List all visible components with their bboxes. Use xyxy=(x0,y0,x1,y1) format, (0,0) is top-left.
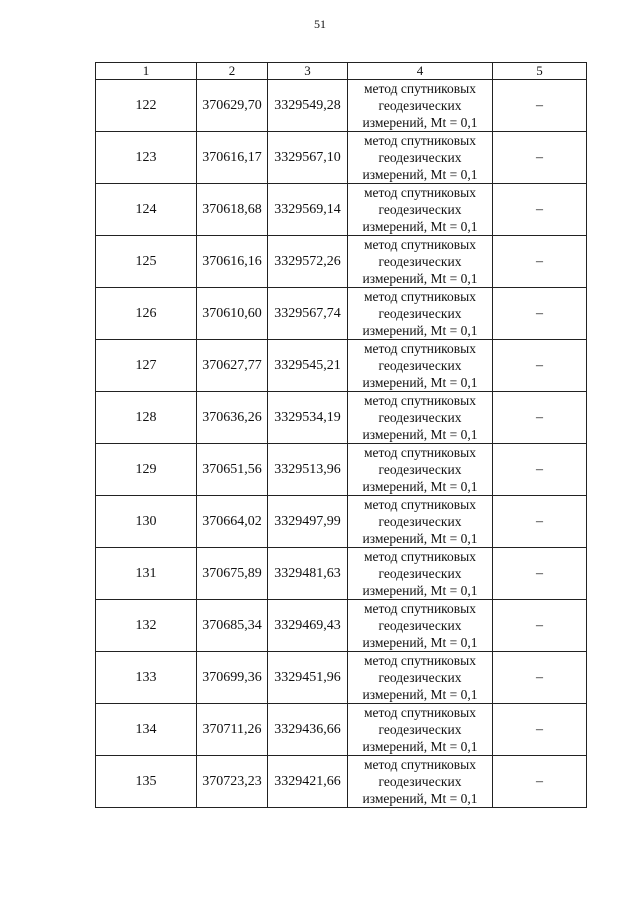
method-line: геодезических xyxy=(378,202,462,217)
method-line: измерений, Mt = 0,1 xyxy=(362,115,478,130)
method-line: метод спутниковых xyxy=(364,341,476,356)
method-line: геодезических xyxy=(378,358,462,373)
column-header-3: 3 xyxy=(268,63,348,80)
y-coordinate-cell: 3329451,96 xyxy=(268,652,348,704)
point-number-cell: 129 xyxy=(96,444,197,496)
method-line: геодезических xyxy=(378,722,462,737)
y-coordinate-cell: 3329481,63 xyxy=(268,548,348,600)
point-number-cell: 124 xyxy=(96,184,197,236)
note-cell: – xyxy=(493,496,587,548)
point-number-cell: 125 xyxy=(96,236,197,288)
method-cell xyxy=(348,236,493,288)
table-body xyxy=(96,80,587,808)
method-line: измерений, Mt = 0,1 xyxy=(362,635,478,650)
table-row xyxy=(96,704,587,756)
method-line: измерений, Mt = 0,1 xyxy=(362,219,478,234)
x-coordinate-cell: 370636,26 xyxy=(197,392,268,444)
method-line: геодезических xyxy=(378,670,462,685)
method-line: метод спутниковых xyxy=(364,497,476,512)
table-row xyxy=(96,600,587,652)
method-line: геодезических xyxy=(378,514,462,529)
method-line: геодезических xyxy=(378,306,462,321)
y-coordinate-cell: 3329567,74 xyxy=(268,288,348,340)
point-number-cell: 128 xyxy=(96,392,197,444)
point-number-cell: 132 xyxy=(96,600,197,652)
note-cell: – xyxy=(493,548,587,600)
column-header-5: 5 xyxy=(493,63,587,80)
method-line: измерений, Mt = 0,1 xyxy=(362,375,478,390)
method-line: геодезических xyxy=(378,566,462,581)
method-line: геодезических xyxy=(378,410,462,425)
method-cell xyxy=(348,756,493,808)
x-coordinate-cell: 370618,68 xyxy=(197,184,268,236)
method-line: измерений, Mt = 0,1 xyxy=(362,531,478,546)
column-header-2: 2 xyxy=(197,63,268,80)
method-line: геодезических xyxy=(378,150,462,165)
y-coordinate-cell: 3329436,66 xyxy=(268,704,348,756)
method-cell xyxy=(348,704,493,756)
y-coordinate-cell: 3329569,14 xyxy=(268,184,348,236)
point-number-cell: 130 xyxy=(96,496,197,548)
point-number-cell: 133 xyxy=(96,652,197,704)
y-coordinate-cell: 3329545,21 xyxy=(268,340,348,392)
method-line: геодезических xyxy=(378,98,462,113)
x-coordinate-cell: 370711,26 xyxy=(197,704,268,756)
method-line: измерений, Mt = 0,1 xyxy=(362,739,478,754)
table-row xyxy=(96,132,587,184)
method-line: метод спутниковых xyxy=(364,549,476,564)
method-cell xyxy=(348,600,493,652)
method-line: метод спутниковых xyxy=(364,757,476,772)
method-line: метод спутниковых xyxy=(364,393,476,408)
method-line: метод спутниковых xyxy=(364,81,476,96)
table-row xyxy=(96,548,587,600)
method-line: метод спутниковых xyxy=(364,237,476,252)
note-cell: – xyxy=(493,704,587,756)
method-line: метод спутниковых xyxy=(364,653,476,668)
y-coordinate-cell: 3329572,26 xyxy=(268,236,348,288)
x-coordinate-cell: 370629,70 xyxy=(197,80,268,132)
y-coordinate-cell: 3329549,28 xyxy=(268,80,348,132)
x-coordinate-cell: 370610,60 xyxy=(197,288,268,340)
method-line: метод спутниковых xyxy=(364,601,476,616)
point-number-cell: 131 xyxy=(96,548,197,600)
column-header-1: 1 xyxy=(96,63,197,80)
method-line: измерений, Mt = 0,1 xyxy=(362,271,478,286)
method-cell xyxy=(348,80,493,132)
table-row xyxy=(96,80,587,132)
method-line: измерений, Mt = 0,1 xyxy=(362,583,478,598)
point-number-cell: 126 xyxy=(96,288,197,340)
method-cell xyxy=(348,392,493,444)
x-coordinate-cell: 370723,23 xyxy=(197,756,268,808)
y-coordinate-cell: 3329421,66 xyxy=(268,756,348,808)
note-cell: – xyxy=(493,184,587,236)
point-number-cell: 123 xyxy=(96,132,197,184)
x-coordinate-cell: 370651,56 xyxy=(197,444,268,496)
y-coordinate-cell: 3329513,96 xyxy=(268,444,348,496)
method-cell xyxy=(348,288,493,340)
method-line: измерений, Mt = 0,1 xyxy=(362,791,478,806)
table-row xyxy=(96,340,587,392)
method-line: метод спутниковых xyxy=(364,445,476,460)
column-header-4: 4 xyxy=(348,63,493,80)
method-cell xyxy=(348,184,493,236)
table-row xyxy=(96,288,587,340)
note-cell: – xyxy=(493,288,587,340)
note-cell: – xyxy=(493,756,587,808)
method-cell xyxy=(348,444,493,496)
method-line: геодезических xyxy=(378,254,462,269)
x-coordinate-cell: 370616,16 xyxy=(197,236,268,288)
x-coordinate-cell: 370664,02 xyxy=(197,496,268,548)
note-cell: – xyxy=(493,132,587,184)
method-line: метод спутниковых xyxy=(364,133,476,148)
x-coordinate-cell: 370675,89 xyxy=(197,548,268,600)
point-number-cell: 135 xyxy=(96,756,197,808)
note-cell: – xyxy=(493,652,587,704)
method-line: измерений, Mt = 0,1 xyxy=(362,323,478,338)
method-line: измерений, Mt = 0,1 xyxy=(362,167,478,182)
note-cell: – xyxy=(493,600,587,652)
method-cell xyxy=(348,652,493,704)
table-row xyxy=(96,184,587,236)
note-cell: – xyxy=(493,340,587,392)
method-line: метод спутниковых xyxy=(364,705,476,720)
method-line: метод спутниковых xyxy=(364,289,476,304)
method-cell xyxy=(348,548,493,600)
table-row xyxy=(96,652,587,704)
note-cell: – xyxy=(493,80,587,132)
method-line: геодезических xyxy=(378,618,462,633)
note-cell: – xyxy=(493,444,587,496)
method-cell xyxy=(348,340,493,392)
x-coordinate-cell: 370699,36 xyxy=(197,652,268,704)
note-cell: – xyxy=(493,392,587,444)
method-cell xyxy=(348,132,493,184)
y-coordinate-cell: 3329534,19 xyxy=(268,392,348,444)
method-line: измерений, Mt = 0,1 xyxy=(362,479,478,494)
x-coordinate-cell: 370616,17 xyxy=(197,132,268,184)
point-number-cell: 127 xyxy=(96,340,197,392)
page-number: 51 xyxy=(314,17,326,31)
coordinates-table xyxy=(95,62,587,808)
method-line: метод спутниковых xyxy=(364,185,476,200)
table-header xyxy=(96,63,587,80)
note-cell: – xyxy=(493,236,587,288)
x-coordinate-cell: 370685,34 xyxy=(197,600,268,652)
table-row xyxy=(96,392,587,444)
point-number-cell: 134 xyxy=(96,704,197,756)
method-line: геодезических xyxy=(378,774,462,789)
y-coordinate-cell: 3329567,10 xyxy=(268,132,348,184)
header-row xyxy=(96,63,587,80)
method-line: измерений, Mt = 0,1 xyxy=(362,687,478,702)
table-row xyxy=(96,496,587,548)
table-row xyxy=(96,444,587,496)
x-coordinate-cell: 370627,77 xyxy=(197,340,268,392)
table-row xyxy=(96,236,587,288)
table-row xyxy=(96,756,587,808)
method-line: измерений, Mt = 0,1 xyxy=(362,427,478,442)
point-number-cell: 122 xyxy=(96,80,197,132)
y-coordinate-cell: 3329469,43 xyxy=(268,600,348,652)
method-cell xyxy=(348,496,493,548)
method-line: геодезических xyxy=(378,462,462,477)
y-coordinate-cell: 3329497,99 xyxy=(268,496,348,548)
